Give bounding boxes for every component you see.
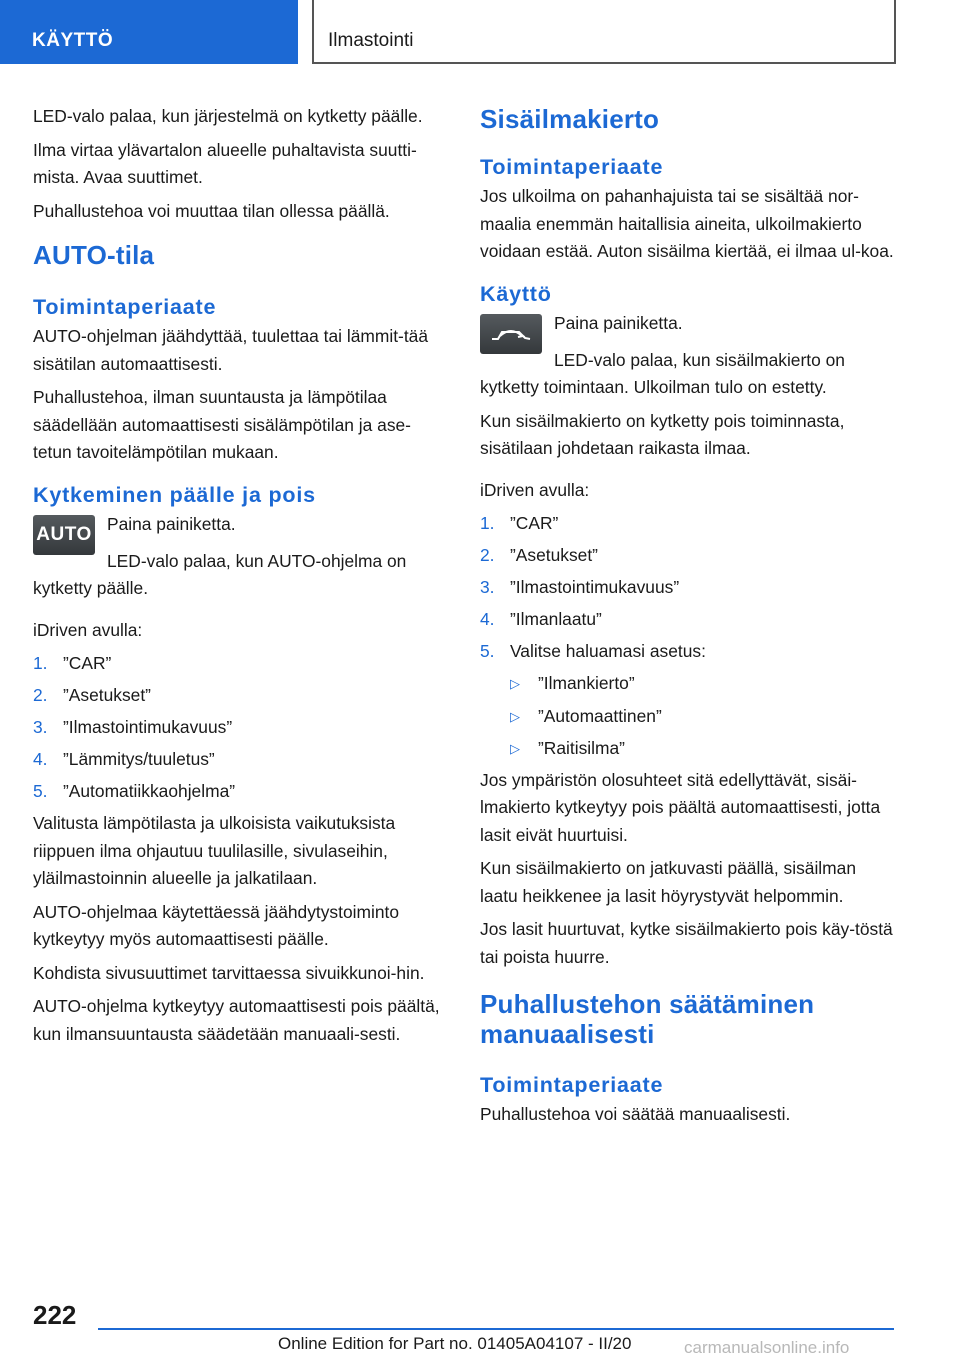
heading-use: Käyttö — [480, 281, 552, 306]
paragraph: Puhallustehoa voi säätää manuaalisesti. — [480, 1104, 791, 1125]
paragraph: Jos ulkoilma on pahanhajuista tai se sisältää nor-maalia enemmän haitallisia aineita, ulkoilmakierto voidaan estää. Auton sisäilma kiertää, ei ilmaa ul-koa. — [480, 186, 894, 261]
recirculation-button-icon — [480, 314, 542, 354]
paragraph: Puhallustehoa voi muuttaa tilan ollessa päällä. — [33, 200, 390, 221]
list-item: 5. ”Automatiikkaohjelma” — [33, 781, 236, 802]
paragraph: AUTO-ohjelmaa käytettäessä jäähdytystoiminto kytkeytyy myös automaattisesti päälle. — [33, 901, 400, 950]
page-number: 222 — [33, 1300, 77, 1330]
idrive-intro: iDriven avulla: — [33, 619, 143, 640]
paragraph: Jos ympäristön olosuhteet sitä edellyttävät, sisäi-lmakierto kytkeytyy pois päältä automaattisesti, jotta lasit eivät huurtuisi. — [480, 769, 881, 845]
auto-button-instruction — [33, 511, 449, 551]
idrive-intro: iDriven avulla: — [480, 479, 590, 500]
list-item: 1. ”CAR” — [33, 653, 112, 673]
paragraph: LED-valo palaa, kun sisäilmakierto on kytketty toimintaan. Ulkoilman tulo on estetty. — [480, 349, 845, 397]
heading-principle: Toimintaperiaate — [33, 295, 217, 319]
press-button-text: Paina painiketta. — [554, 312, 683, 333]
chapter-title: Ilmastointi — [328, 30, 414, 51]
list-item: 2. ”Asetukset” — [480, 545, 598, 566]
list-item: 4. ”Ilmanlaatu” — [480, 609, 602, 630]
triangle-bullet-icon: ▷ — [510, 676, 520, 692]
idrive-steps-list — [33, 650, 449, 806]
watermark: carmanualsonline.info — [684, 1338, 850, 1357]
section-tab — [0, 0, 298, 64]
paragraph: Ilma virtaa ylävartalon alueelle puhaltavista suutti-mista. Avaa suuttimet. — [33, 139, 417, 187]
paragraph: AUTO-ohjelma kytkeytyy automaattisesti pois päältä, kun ilmansuuntausta säädetään manuaali-sesti. — [33, 996, 440, 1044]
list-item: 3. ”Ilmastointimukavuus” — [480, 577, 680, 598]
list-item: 5. Valitse haluamasi asetus: — [480, 641, 706, 662]
auto-button-label: AUTO — [36, 523, 92, 545]
list-item: ▷ ”Raitisilma” — [480, 735, 896, 763]
recirc-button-instruction — [480, 310, 896, 350]
heading-manual-blower: Puhallustehon säätäminen manuaalisesti — [480, 989, 815, 1050]
list-item: 1. ”CAR” — [480, 513, 559, 533]
list-item: 2. ”Asetukset” — [33, 685, 151, 706]
list-item: 4. ”Lämmitys/tuuletus” — [33, 749, 215, 770]
paragraph: LED-valo palaa, kun järjestelmä on kytketty päälle. — [33, 106, 423, 126]
paragraph: Jos lasit huurtuvat, kytke sisäilmakierto pois käy-töstä tai poista huurre. — [480, 919, 893, 967]
paragraph: Kun sisäilmakierto on kytketty pois toiminnasta, sisätilaan johdetaan raikasta ilmaa. — [480, 410, 845, 458]
heading-auto-mode: AUTO-tila — [33, 240, 155, 270]
recirculation-car-icon — [488, 322, 534, 346]
left-column — [33, 103, 449, 1054]
footer-divider — [98, 1328, 894, 1330]
paragraph: AUTO-ohjelman jäähdyttää, tuulettaa tai lämmit-tää sisätilan automaattisesti. — [33, 326, 429, 374]
triangle-bullet-icon: ▷ — [510, 708, 520, 724]
idrive-steps-list — [480, 510, 896, 666]
paragraph: Kohdista sivusuuttimet tarvittaessa sivuikkunoi-hin. — [33, 962, 425, 983]
list-item: ▷ ”Ilmankierto” — [480, 670, 896, 698]
triangle-bullet-icon: ▷ — [510, 740, 520, 756]
paragraph: Puhallustehoa, ilman suuntausta ja lämpötilaa säädellään automaattisesti sisälämpötilan ja ase-tetun tavoitelämpötilan mukaan. — [33, 387, 411, 462]
heading-principle: Toimintaperiaate — [480, 1073, 664, 1098]
heading-recirculation: Sisäilmakierto — [480, 104, 660, 134]
list-item: 3. ”Ilmastointimukavuus” — [33, 717, 233, 738]
right-column — [480, 103, 896, 1135]
press-button-text: Paina painiketta. — [107, 513, 236, 534]
auto-button-icon — [33, 515, 95, 555]
paragraph: Kun sisäilmakierto on jatkuvasti päällä, sisäilman laatu heikkenee ja lasit höyrystyvät helpommin. — [480, 858, 857, 906]
section-title: KÄYTTÖ — [32, 30, 114, 51]
edition-text: Online Edition for Part no. 01405A04107 - II/20 — [278, 1334, 632, 1353]
heading-switch-on-off: Kytkeminen päälle ja pois — [33, 482, 316, 507]
chapter-tab — [312, 0, 896, 64]
paragraph: LED-valo palaa, kun AUTO-ohjelma on kytketty päälle. — [33, 550, 407, 598]
list-item: ▷ ”Automaattinen” — [480, 703, 896, 731]
paragraph: Valitusta lämpötilasta ja ulkoisista vaikutuksista riippuen ilma ohjautuu tuulilasille, sivulaseihin, yläilmastoinnin alueelle ja jalkatilaan. — [33, 813, 396, 889]
heading-principle: Toimintaperiaate — [480, 155, 664, 179]
recirc-options-list — [480, 670, 896, 762]
